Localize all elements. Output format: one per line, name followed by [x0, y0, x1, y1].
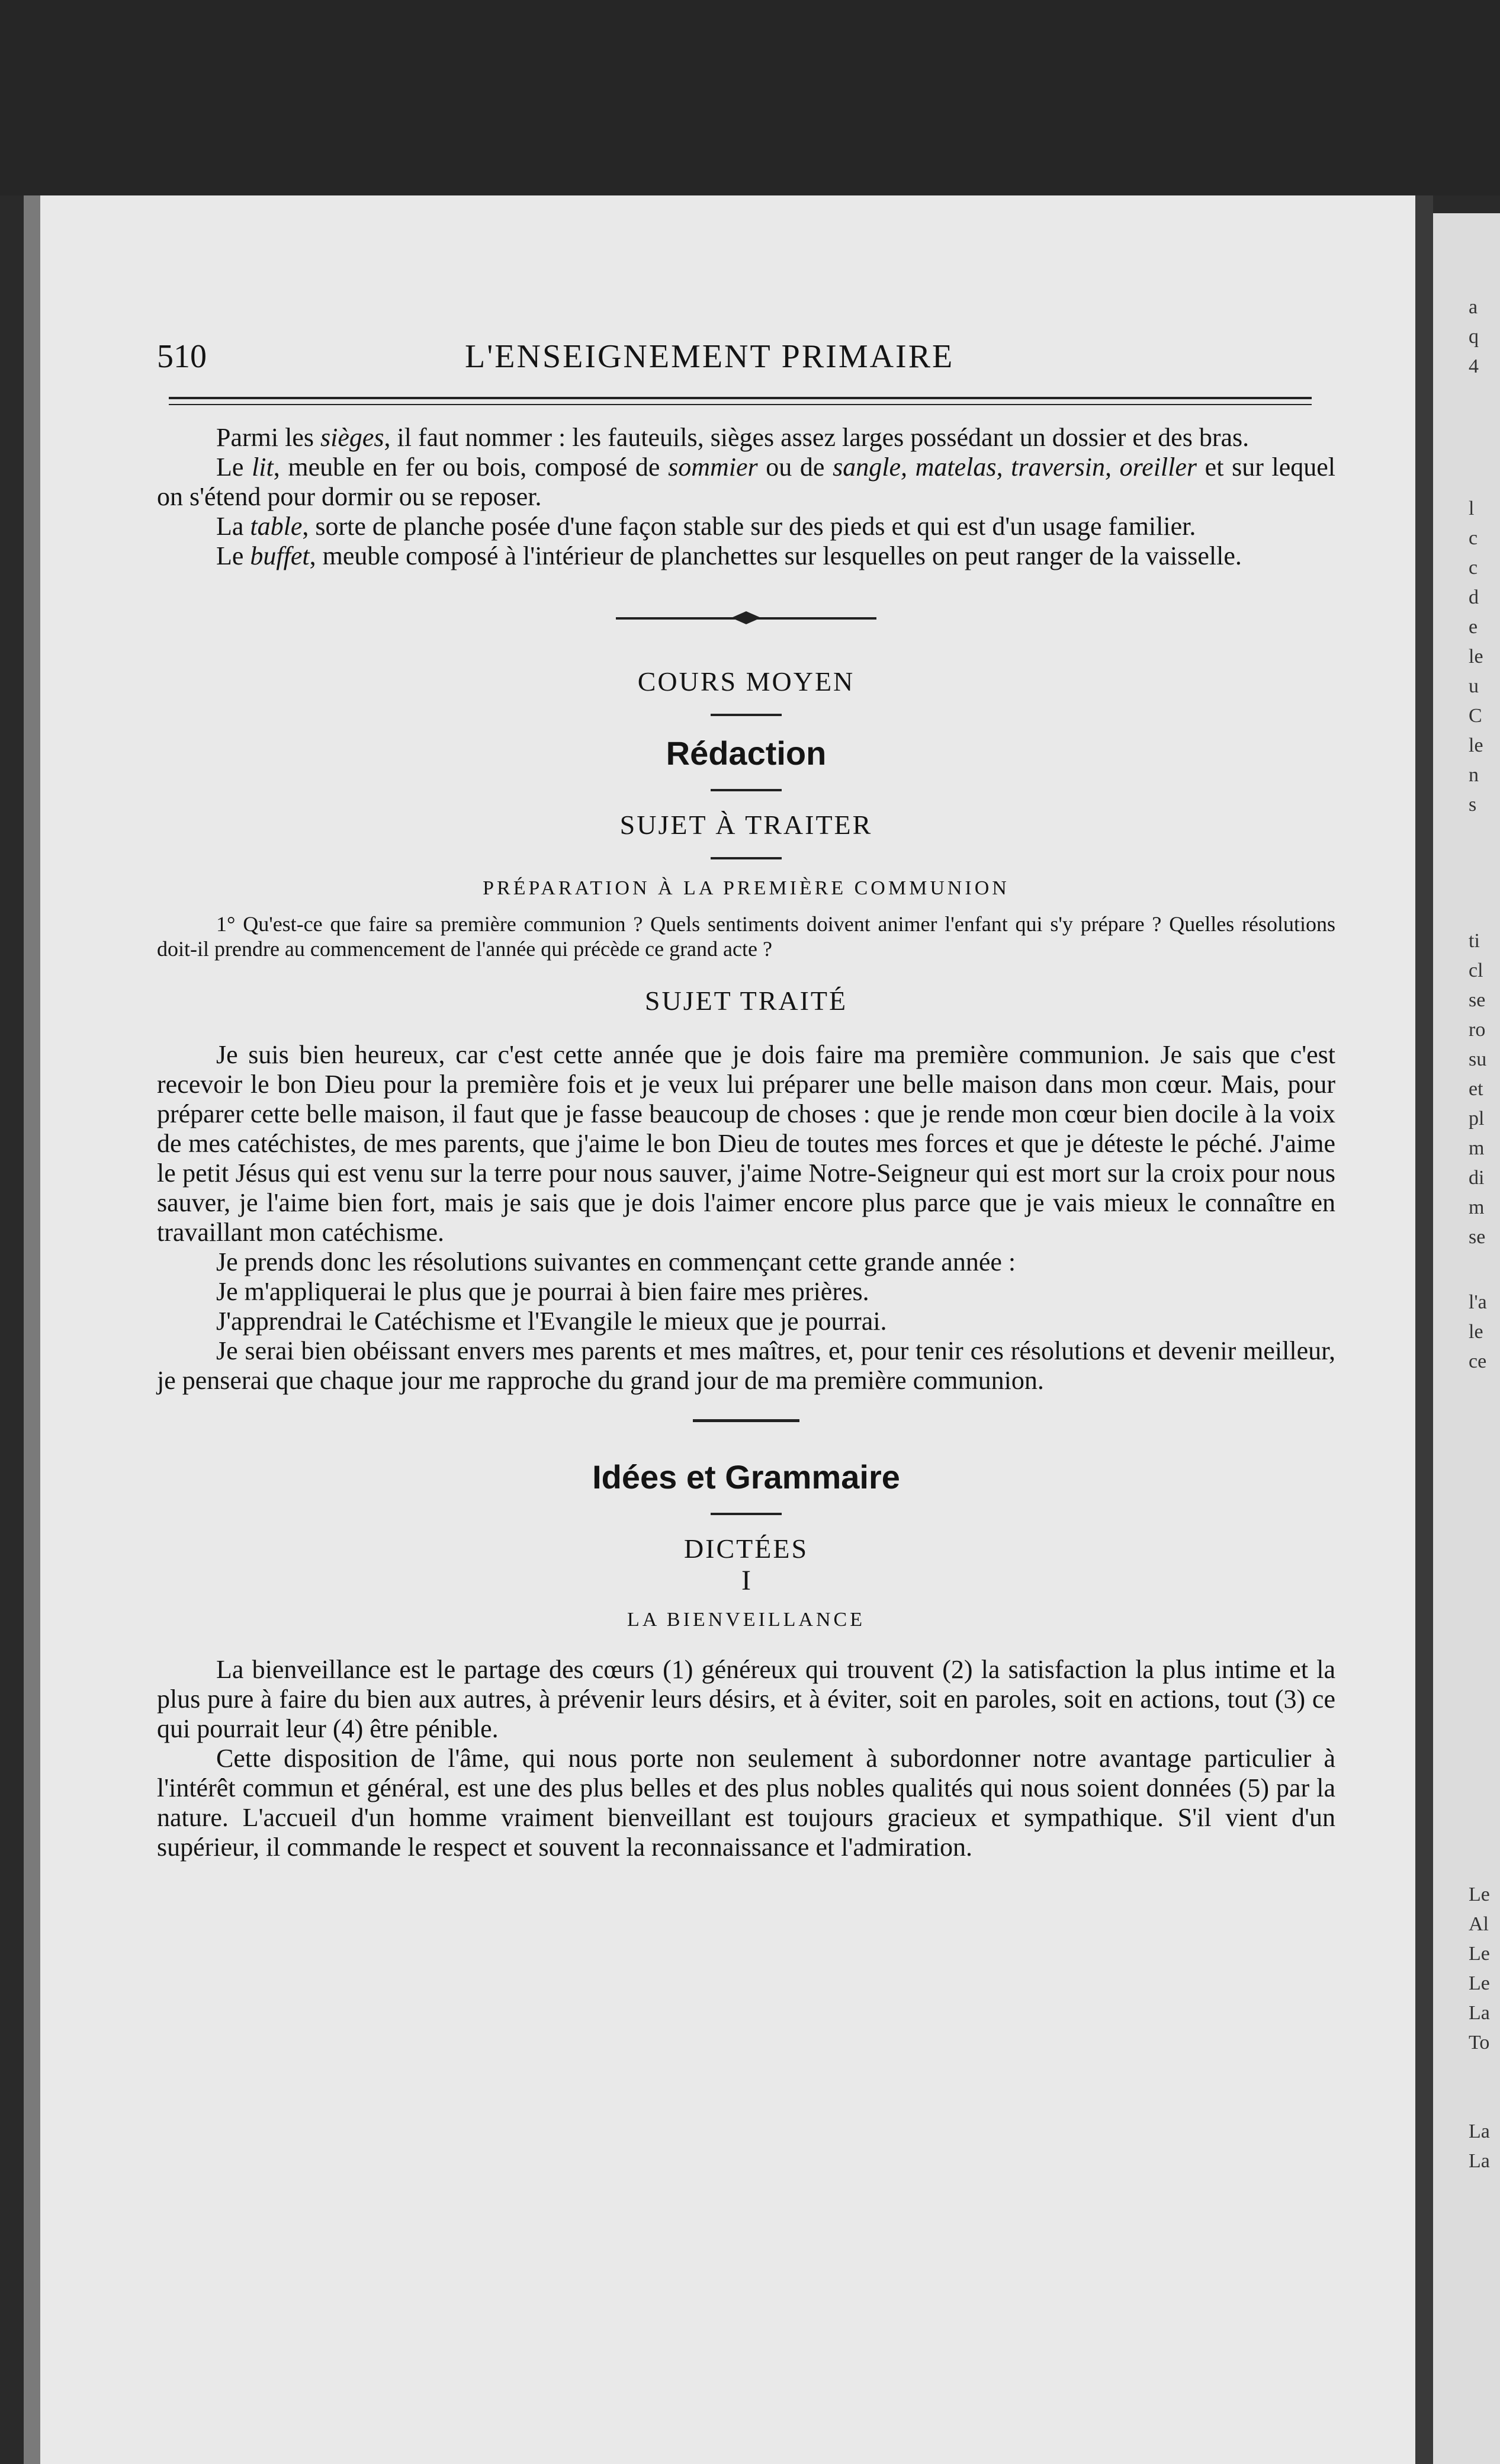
- facing-page-fragment: Le: [1469, 1884, 1490, 1905]
- divider: [711, 1513, 782, 1515]
- redaction-paragraph: Je suis bien heureux, car c'est cette année que je dois faire ma première communion. Je sais que c'est recevoir le bon Dieu pour la première fois et je veux lui préparer une belle maison dans mon cœur. Mais, pour préparer cette belle maison, il faut que je fasse beaucoup de choses : que je rende mon cœur bien docile à la voix de mes catéchistes, de mes parents, que j'aime le bon Dieu de toutes mes forces et que je déteste le péché. J'aime le petit Jésus qui est venu sur la terre pour nous sauver, j'aime Notre-Seigneur qui est mort sur la croix pour nous sauver, je l'aime bien fort, mais je sais que je dois l'aimer encore plus parce que je vais mieux le connaître en travaillant mon catéchisme.: [157, 1040, 1335, 1247]
- facing-page-fragment: c: [1469, 527, 1478, 549]
- divider: [711, 714, 782, 716]
- page-header: [157, 338, 1335, 391]
- facing-page-fragment: su: [1469, 1048, 1487, 1070]
- facing-page-fragment: C: [1469, 705, 1482, 727]
- page-number: 510: [157, 338, 207, 375]
- facing-page-fragment: u: [1469, 675, 1479, 697]
- running-title: L'ENSEIGNEMENT PRIMAIRE: [465, 338, 955, 375]
- facing-page-fragment: La: [1469, 2150, 1490, 2172]
- topic-title: PRÉPARATION À LA PREMIÈRE COMMUNION: [483, 877, 1010, 899]
- intro-paragraph-table: La table, sorte de planche posée d'une façon stable sur des pieds et qui est d'un usage familier.: [216, 512, 1196, 541]
- redaction-paragraph: J'apprendrai le Catéchisme et l'Evangile le mieux que je pourrai.: [216, 1307, 887, 1336]
- facing-page-fragment: To: [1469, 2032, 1490, 2054]
- facing-page-fragment: et: [1469, 1078, 1483, 1100]
- facing-page-fragment: le: [1469, 1321, 1483, 1343]
- facing-page-fragment: 4: [1469, 355, 1479, 377]
- facing-page-fragment: di: [1469, 1167, 1485, 1189]
- facing-page-fragment: ce: [1469, 1350, 1487, 1372]
- intro-paragraph-buffet: Le buffet, meuble composé à l'intérieur de planchettes sur lesquelles on peut ranger de la vaisselle.: [216, 541, 1242, 570]
- cours-heading: COURS MOYEN: [637, 666, 855, 697]
- redaction-heading: Rédaction: [666, 734, 827, 772]
- facing-page-fragment: Al: [1469, 1913, 1489, 1935]
- facing-page-fragment: n: [1469, 764, 1479, 786]
- facing-page-fragment: ro: [1469, 1019, 1486, 1041]
- facing-page-fragment: s: [1469, 794, 1477, 816]
- header-rule: [169, 397, 1312, 405]
- book-gutter: [1415, 195, 1433, 2464]
- facing-page-fragment: l'a: [1469, 1291, 1487, 1313]
- facing-page-fragment: se: [1469, 989, 1486, 1011]
- facing-page-fragment: se: [1469, 1226, 1486, 1248]
- divider: [711, 857, 782, 859]
- dictee-paragraph: Cette disposition de l'âme, qui nous porte non seulement à subordonner notre avantage particulier à l'intérêt commun et général, est une des plus belles et des plus nobles qualités qui nous soient données (5) par la nature. L'accueil d'un homme vraiment bienveillant est toujours gracieux et sympathique. S'il vient d'un supérieur, il commande le respect et souvent la reconnaissance et l'admiration.: [157, 1744, 1335, 1862]
- facing-page-fragment: Le: [1469, 1943, 1490, 1965]
- facing-page-fragment: cl: [1469, 960, 1483, 981]
- facing-page-fragment: Le: [1469, 1972, 1490, 1994]
- facing-page-fragment: m: [1469, 1137, 1485, 1159]
- facing-page-fragment: a: [1469, 296, 1478, 318]
- intro-paragraph-sieges: Parmi les sièges, il faut nommer : les fauteuils, sièges assez larges possédant un dossier et des bras.: [216, 423, 1250, 452]
- sujet-traite-heading: SUJET TRAITÉ: [644, 986, 848, 1016]
- divider: [711, 789, 782, 791]
- dictees-heading: DICTÉES: [683, 1533, 809, 1564]
- facing-page-fragment: m: [1469, 1196, 1485, 1218]
- facing-page-edge: [1433, 213, 1500, 2464]
- section-ornament: [616, 607, 876, 630]
- facing-page-fragment: pl: [1469, 1108, 1485, 1130]
- redaction-paragraph: Je prends donc les résolutions suivantes en commençant cette grande année :: [216, 1247, 1016, 1276]
- facing-page-fragment: q: [1469, 326, 1479, 348]
- sujet-a-traiter-heading: SUJET À TRAITER: [619, 810, 873, 840]
- facing-page-fragment: c: [1469, 557, 1478, 579]
- intro-paragraph-lit: Le lit, meuble en fer ou bois, composé de sommier ou de sangle, matelas, traversin, oreiller et sur lequel on s'étend pour dormir ou se reposer.: [157, 453, 1336, 511]
- scan-background: [0, 0, 1500, 195]
- section-divider: [693, 1419, 799, 1422]
- dictee-number: I: [741, 1565, 751, 1596]
- redaction-paragraph: Je serai bien obéissant envers mes parents et mes maîtres, et, pour tenir ces résolutions et devenir meilleur, je penserai que chaque jour me rapproche du grand jour de ma première communion.: [157, 1336, 1335, 1395]
- dictee-title: LA BIENVEILLANCE: [627, 1609, 865, 1631]
- facing-page-fragment: La: [1469, 2002, 1490, 2024]
- redaction-paragraph: Je m'appliquerai le plus que je pourrai à bien faire mes prières.: [216, 1277, 869, 1306]
- facing-page-fragment: ti: [1469, 930, 1480, 952]
- facing-page-fragment: e: [1469, 616, 1478, 638]
- idees-heading: Idées et Grammaire: [592, 1458, 900, 1496]
- page-content: [157, 338, 1335, 1862]
- facing-page-fragment: l: [1469, 498, 1475, 519]
- topic-question: 1° Qu'est-ce que faire sa première communion ? Quels sentiments doivent animer l'enfant qui s'y prépare ? Quelles résolutions doit-il prendre au commencement de l'année qui précède ce grand acte ?: [157, 912, 1335, 961]
- facing-page-fragment: le: [1469, 646, 1483, 668]
- facing-page-fragment: le: [1469, 734, 1483, 756]
- facing-page-fragment: d: [1469, 586, 1479, 608]
- dictee-paragraph: La bienveillance est le partage des cœurs (1) généreux qui trouvent (2) la satisfaction la plus intime et la plus pure à faire du bien aux autres, à prévenir leurs désirs, et à éviter, soit en paroles, soit en actions, tout (3) ce qui pourrait leur (4) être pénible.: [157, 1655, 1335, 1743]
- facing-page-fragment: La: [1469, 2120, 1490, 2142]
